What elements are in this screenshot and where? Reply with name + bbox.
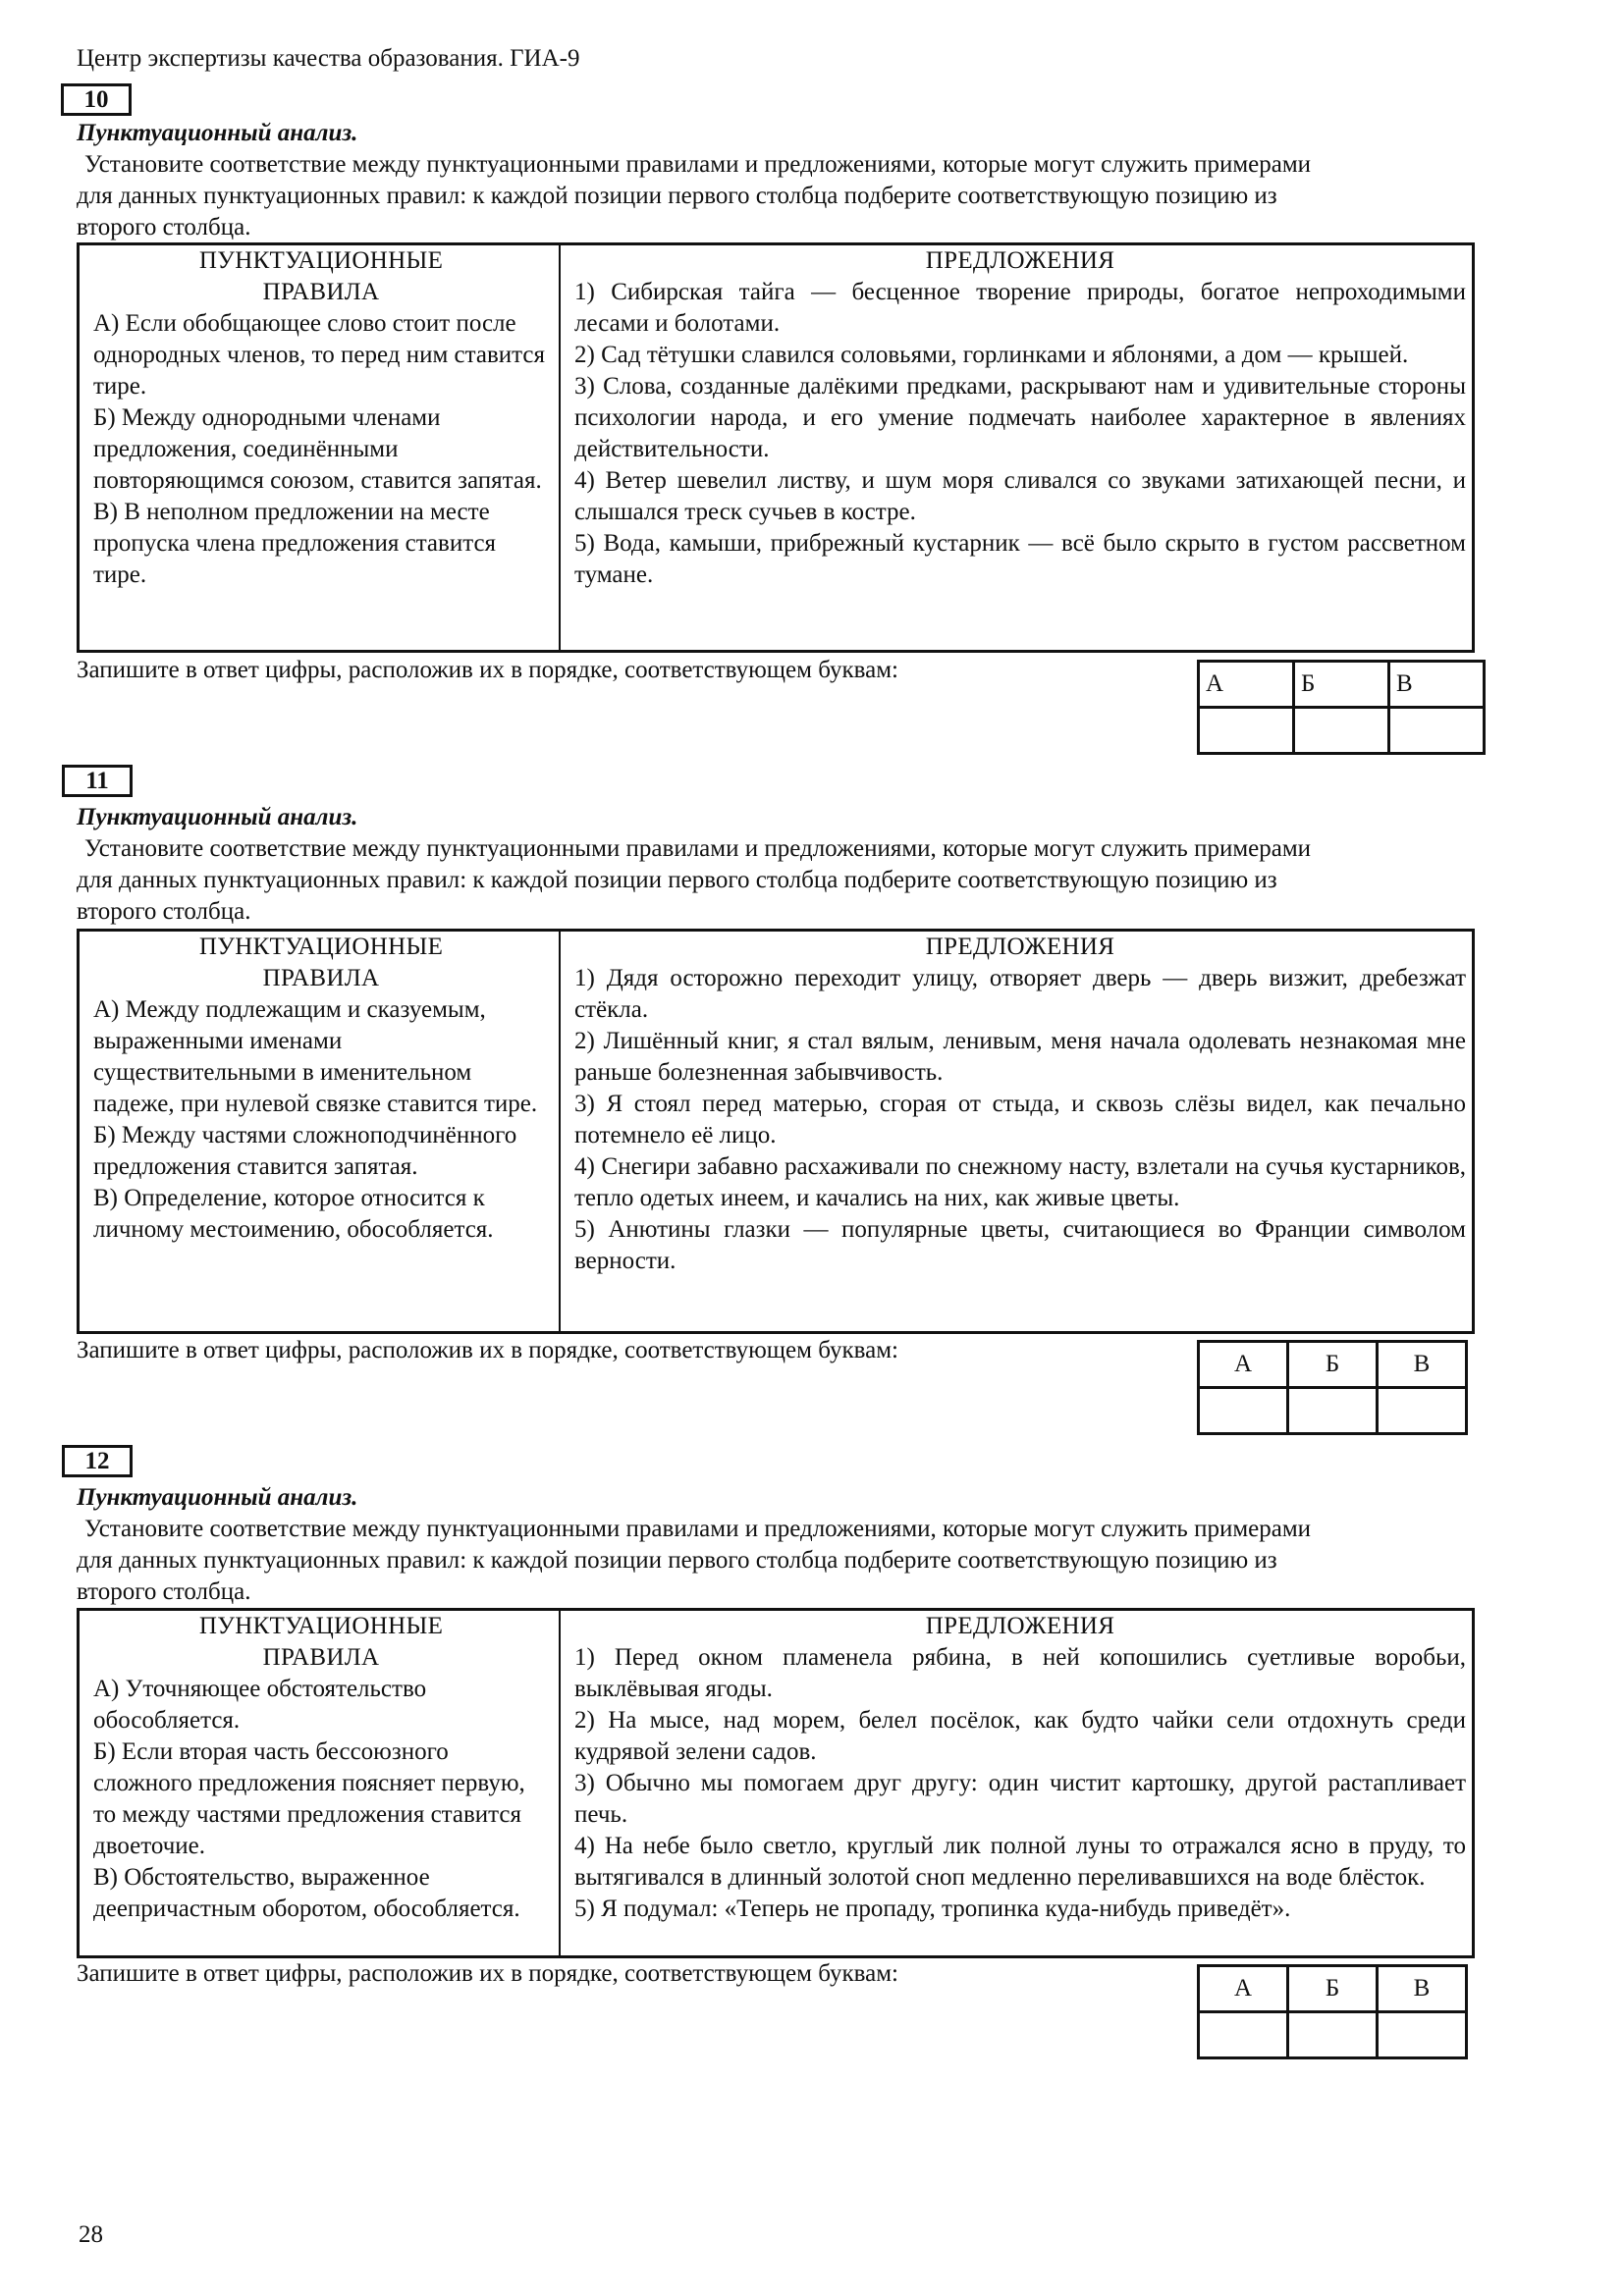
answer-cell-b[interactable] [1294,708,1389,754]
task-title: Пунктуационный анализ. [77,120,358,146]
task-title: Пунктуационный анализ. [77,804,358,830]
rules-header [93,245,549,308]
answer-header-b: Б [1288,1342,1378,1388]
answer-cell-a[interactable] [1199,2012,1288,2058]
sentences-column [561,245,1472,650]
sentences-header: ПРЕДЛОЖЕНИЯ [925,1613,1115,1639]
rule-a: А) Если обобщающее слово стоит после однородных членов, то перед ним ставится тире. [93,310,545,400]
answer-cell-a[interactable] [1199,1388,1288,1434]
sentences-column [561,1611,1472,1955]
answer-header-b: Б [1294,662,1389,708]
sentence-3: 3) Я стоял перед матерью, сгорая от стыда, и сквозь слёзы видел, как печально потемнело её лицо. [574,1091,1466,1148]
sentences-header: ПРЕДЛОЖЕНИЯ [925,247,1115,274]
instruction-line: для данных пунктуационных правил: к каждой позиции первого столбца подберите соответствующую позицию из [77,183,1277,209]
sentence-2: 2) На мысе, над морем, белел посёлок, как будто чайки сели отдохнуть среди кудрявой зелени садов. [574,1707,1466,1765]
sentence-5: 5) Анютины глазки — популярные цветы, считающиеся во Франции символом верности. [574,1216,1466,1274]
answer-cell-v[interactable] [1378,1388,1467,1434]
rules-header-line: ПУНКТУАЦИОННЫЕ [198,934,444,960]
rule-a: А) Уточняющее обстоятельство обособляется. [93,1676,427,1734]
answer-grid [1197,1340,1468,1435]
rules-header [93,932,549,994]
page-number: 28 [79,2221,103,2248]
answer-header-b: Б [1288,1966,1378,2012]
sentence-2: 2) Сад тётушки славился соловьями, горлинками и яблонями, а дом — крышей. [574,342,1409,368]
instruction-line: Установите соответствие между пунктуационными правилами и предложениями, которые могут служить примерами [84,1516,1312,1542]
sentence-1: 1) Перед окном пламенела рябина, в ней копошились суетливые воробьи, выклёвывая ягоды. [574,1644,1466,1702]
answer-header-a: А [1199,1342,1288,1388]
rules-header-line: ПУНКТУАЦИОННЫЕ [198,1613,444,1639]
answer-cell-v[interactable] [1378,2012,1467,2058]
rule-b: Б) Если вторая часть бессоюзного сложного предложения поясняет первую, то между частями предложения ставится двоеточие. [93,1738,525,1859]
answer-header-v: В [1389,662,1485,708]
sentences-header: ПРЕДЛОЖЕНИЯ [925,934,1115,960]
instruction-line: второго столбца. [77,898,251,925]
instruction-line: Установите соответствие между пунктуационными правилами и предложениями, которые могут служить примерами [84,151,1312,178]
answer-header-a: А [1199,662,1294,708]
answer-note: Запишите в ответ цифры, расположив их в порядке, соответствующем буквам: [77,657,898,683]
task-number-badge: 10 [61,83,132,116]
rules-header [93,1611,549,1674]
sentence-4: 4) На небе было светло, круглый лик полной луны то отражался ясно в пруду, то вытягивался в длинный золотой сноп медленно переливавшихся на воде блёсток. [574,1833,1466,1891]
rule-v: В) Обстоятельство, выраженное деепричастным оборотом, обособляется. [93,1864,520,1922]
task-title: Пунктуационный анализ. [77,1484,358,1511]
answer-cell-b[interactable] [1288,2012,1378,2058]
instruction-line: Установите соответствие между пунктуационными правилами и предложениями, которые могут служить примерами [84,835,1312,862]
matching-table [77,929,1475,1334]
sentences-column [561,932,1472,1331]
sentence-2: 2) Лишённый книг, я стал вялым, ленивым, меня начала одолевать незнакомая мне раньше болезненная забывчивость. [574,1028,1466,1086]
answer-grid [1197,1964,1468,2059]
rules-header-line: ПРАВИЛА [262,965,380,991]
rules-header-line: ПУНКТУАЦИОННЫЕ [198,247,444,274]
rule-b: Б) Между частями сложноподчинённого предложения ставится запятая. [93,1122,517,1180]
answer-cell-a[interactable] [1199,708,1294,754]
answer-header-v: В [1378,1966,1467,2012]
matching-table [77,1608,1475,1958]
task-number-badge: 12 [62,1445,133,1477]
answer-header-a: А [1199,1966,1288,2012]
answer-cell-v[interactable] [1389,708,1485,754]
rules-column [80,245,561,650]
sentence-5: 5) Вода, камыши, прибрежный кустарник — всё было скрыто в густом рассветном тумане. [574,530,1466,588]
sentence-4: 4) Ветер шевелил листву, и шум моря сливался со звуками затихающей песни, и слышался треск сучьев в костре. [574,467,1466,525]
sentence-3: 3) Слова, созданные далёкими предками, раскрывают нам и удивительные стороны психологии народа, и его умение подмечать наиболее характерное в явлениях действительности. [574,373,1466,462]
sentence-3: 3) Обычно мы помогаем друг другу: один чистит картошку, другой растапливает печь. [574,1770,1466,1828]
sentence-1: 1) Дядя осторожно переходит улицу, отворяет дверь — дверь визжит, дребезжат стёкла. [574,965,1466,1023]
sentence-1: 1) Сибирская тайга — бесценное творение природы, богатое непроходимыми лесами и болотами. [574,279,1466,337]
rule-b: Б) Между однородными членами предложения, соединёнными повторяющимся союзом, ставится запятая. [93,404,542,494]
answer-note: Запишите в ответ цифры, расположив их в порядке, соответствующем буквам: [77,1960,898,1987]
answer-note: Запишите в ответ цифры, расположив их в порядке, соответствующем буквам: [77,1337,898,1363]
matching-table [77,242,1475,653]
answer-grid [1197,660,1486,755]
instruction-line: второго столбца. [77,214,251,240]
task-instruction [77,149,1475,243]
task-number-badge: 11 [62,765,133,797]
answer-header-v: В [1378,1342,1467,1388]
task-instruction [77,833,1475,928]
rule-a: А) Между подлежащим и сказуемым, выраженными именами существительными в именительном падеже, при нулевой связке ставится тире. [93,996,538,1117]
answer-cell-b[interactable] [1288,1388,1378,1434]
instruction-line: для данных пунктуационных правил: к каждой позиции первого столбца подберите соответствующую позицию из [77,1547,1277,1574]
rule-v: В) В неполном предложении на месте пропуска члена предложения ставится тире. [93,499,497,588]
rules-column [80,932,561,1331]
rules-header-line: ПРАВИЛА [262,279,380,305]
instruction-line: второго столбца. [77,1578,251,1605]
instruction-line: для данных пунктуационных правил: к каждой позиции первого столбца подберите соответствующую позицию из [77,867,1277,893]
sentence-4: 4) Снегири забавно расхаживали по снежному насту, взлетали на сучья кустарников, тепло одетых инеем, и качались на них, как живые цветы. [574,1153,1466,1211]
rules-header-line: ПРАВИЛА [262,1644,380,1671]
page-header: Центр экспертизы качества образования. ГИА-9 [77,45,580,72]
sentence-5: 5) Я подумал: «Теперь не пропаду, тропинка куда-нибудь приведёт». [574,1896,1291,1922]
rule-v: В) Определение, которое относится к личному местоимению, обособляется. [93,1185,494,1243]
task-instruction [77,1514,1475,1608]
rules-column [80,1611,561,1955]
